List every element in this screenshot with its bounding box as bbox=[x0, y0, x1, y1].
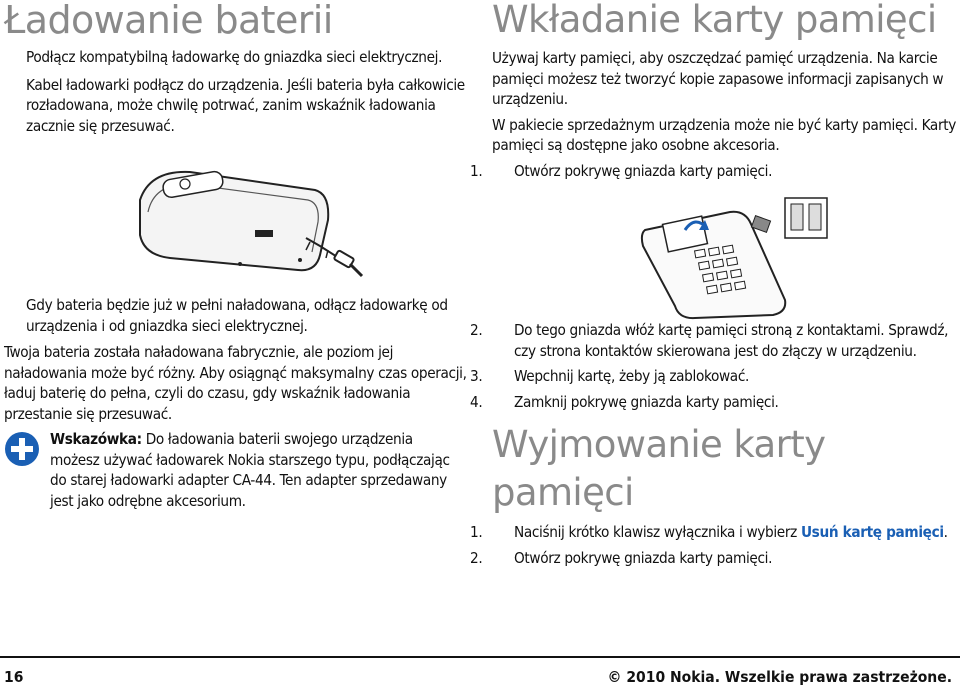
insert-step-2: 2. Do tego gniazda włóż kartę pamięci stroną z kontaktami. Sprawdź, czy strona kontaktów skierowana jest do złączy w urządzeniu. bbox=[470, 321, 949, 360]
left-lower bbox=[4, 295, 474, 511]
tip-box bbox=[4, 429, 474, 511]
insert-step-3: 3. Wepchnij kartę, żeby ją zablokować. bbox=[470, 367, 749, 385]
charging-note: Twoja bateria została naładowana fabrycznie, ale poziom jej naładowania może być różny. Aby osiągnąć maksymalny czas operacji, ładuj baterię do pełna, czyli do czasu, gdy wskaźnik ładowania przestanie się przesuwać. bbox=[4, 343, 467, 423]
heading-remove-card: Wyjmowanie karty pamięci bbox=[492, 423, 826, 514]
charging-steps bbox=[4, 47, 474, 136]
insert-step-4: 4. Zamknij pokrywę gniazda karty pamięci. bbox=[470, 392, 779, 411]
left-column bbox=[4, 0, 474, 136]
tip-plus-icon bbox=[4, 431, 40, 467]
memory-card-illustration bbox=[635, 190, 835, 320]
insert-intro-1: Używaj karty pamięci, aby oszczędzać pamięć urządzenia. Na karcie pamięci możesz też tworzyć kopie zapasowe informacji zapisanych w urządzeniu. bbox=[492, 49, 944, 108]
remove-step-1: 1. Naciśnij krótko klawisz wyłącznika i wybierz Usuń kartę pamięci. bbox=[470, 523, 948, 541]
footer-rule bbox=[0, 656, 960, 658]
charging-step-3: Gdy bateria będzie już w pełni naładowana, odłącz ładowarkę od urządzenia i od gniazdka sieci elektrycznej. bbox=[26, 296, 448, 335]
charging-step-2: Kabel ładowarki podłącz do urządzenia. Jeśli bateria była całkowicie rozładowana, może chwilę potrwać, zanim wskaźnik ładowania zacznie się przesuwać. bbox=[26, 75, 465, 135]
tip-text: Wskazówka: Do ładowania baterii swojego urządzenia możesz używać ładowarek Nokia starszego typu, podłączając do starej ładowarki adapter CA-44. Ten adapter sprzedawany jest jako odrębne akcesorium. bbox=[50, 430, 450, 510]
remove-step-2: 2. Otwórz pokrywę gniazda karty pamięci. bbox=[470, 548, 773, 567]
right-column bbox=[470, 0, 958, 181]
charging-step-1: Podłącz kompatybilną ładowarkę do gniazdka sieci elektrycznej. bbox=[26, 48, 443, 66]
heading-insert-card: Wkładanie karty pamięci bbox=[492, 0, 937, 41]
copyright: © 2010 Nokia. Wszelkie prawa zastrzeżone. bbox=[607, 668, 952, 686]
heading-charging: Ładowanie baterii bbox=[4, 0, 333, 42]
insert-intro-2: W pakiecie sprzedażnym urządzenia może nie być karty pamięci. Karty pamięci są dostępne jako osobne akcesoria. bbox=[492, 115, 956, 154]
right-lower bbox=[470, 320, 958, 568]
insert-step-1: 1. Otwórz pokrywę gniazda karty pamięci. bbox=[470, 161, 773, 180]
page-number: 16 bbox=[4, 668, 24, 686]
phone-charger-illustration bbox=[130, 160, 370, 290]
remove-card-link[interactable]: Usuń kartę pamięci bbox=[800, 523, 944, 541]
